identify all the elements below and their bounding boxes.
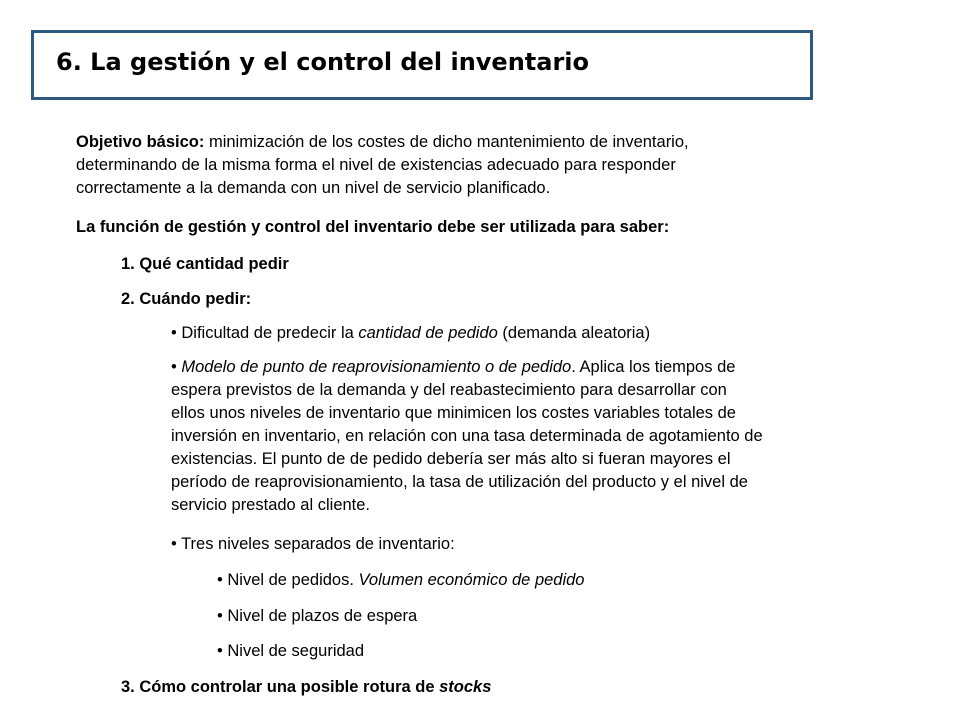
item-3-pre: 3. Cómo controlar una posible rotura de <box>121 678 440 696</box>
function-heading: La función de gestión y control del inventario debe ser utilizada para saber: <box>76 218 670 236</box>
bullet-2-line-3: ellos unos niveles de inventario que minimicen los costes variables totales de <box>171 404 736 422</box>
objective-line-3: correctamente a la demanda con un nivel de servicio planificado. <box>76 179 551 197</box>
bullet-2-line-1 <box>171 356 735 379</box>
item-3-italic: stocks <box>439 678 492 696</box>
objective-line-2: determinando de la misma forma el nivel de existencias adecuado para responder <box>76 156 676 174</box>
objective-label: Objetivo básico: <box>76 133 205 151</box>
bullet-1-italic: cantidad de pedido <box>358 324 498 342</box>
item-1: 1. Qué cantidad pedir <box>121 255 289 273</box>
bullet-2-line-1-post: . Aplica los tiempos de <box>571 358 736 376</box>
item-3 <box>121 676 491 699</box>
bullet-3: • Tres niveles separados de inventario: <box>171 535 455 553</box>
sub-bullet-1-italic: Volumen económico de pedido <box>358 571 585 589</box>
bullet-2-italic: Modelo de punto de reaprovisionamiento o de pedido <box>181 358 572 376</box>
bullet-1-post: (demanda aleatoria) <box>497 324 651 342</box>
bullet-2-line-4: inversión en inventario, en relación con una tasa determinada de agotamiento de <box>171 427 763 445</box>
bullet-2-line-7: servicio prestado al cliente. <box>171 496 371 514</box>
sub-bullet-1-pre: • Nivel de pedidos. <box>217 571 359 589</box>
objective-line-1 <box>76 131 689 154</box>
sub-bullet-3: • Nivel de seguridad <box>217 642 365 660</box>
item-2: 2. Cuándo pedir: <box>121 290 252 308</box>
bullet-2-line-5: existencias. El punto de de pedido debería ser más alto si fueran mayores el <box>171 450 731 468</box>
bullet-1 <box>171 322 650 345</box>
title-box <box>31 30 813 100</box>
bullet-2-line-2: espera previstos de la demanda y del reabastecimiento para desarrollar con <box>171 381 727 399</box>
objective-text-1: minimización de los costes de dicho mantenimiento de inventario, <box>204 133 689 151</box>
bullet-2-line-6: período de reaprovisionamiento, la tasa de utilización del producto y el nivel de <box>171 473 748 491</box>
slide-title: 6. La gestión y el control del inventario <box>56 48 590 76</box>
sub-bullet-1 <box>217 569 585 592</box>
bullet-2-pre: • <box>171 358 182 376</box>
sub-bullet-2: • Nivel de plazos de espera <box>217 607 418 625</box>
bullet-1-pre: • Dificultad de predecir la <box>171 324 359 342</box>
